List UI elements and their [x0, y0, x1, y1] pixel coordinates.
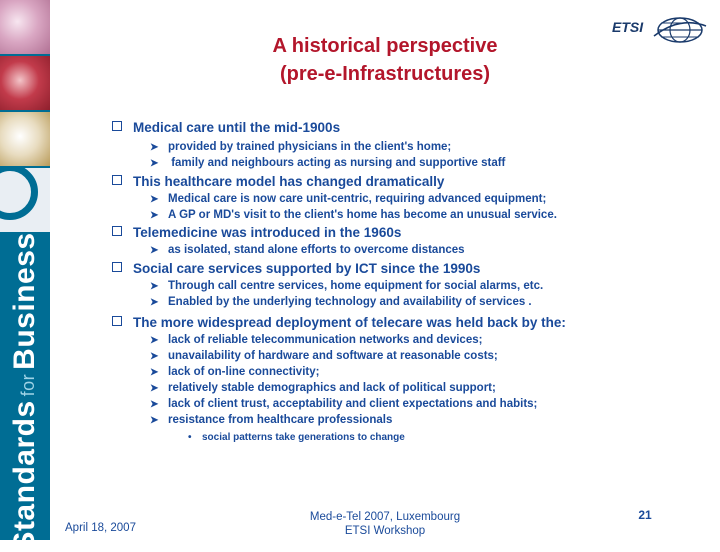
standards-for-business-text: StandardsforBusiness	[8, 232, 41, 552]
arrow-bullet-icon: ➤	[150, 158, 159, 169]
arrow-bullet-icon: ➤	[150, 367, 159, 378]
sub-bullet: ➤ lack of reliable telecommunication networks and devices;	[150, 334, 483, 346]
arrow-bullet-icon: ➤	[150, 351, 159, 362]
slide-title: A historical perspective	[272, 35, 498, 57]
bullet-heading: Medical care until the mid-1900s	[112, 120, 340, 135]
footer-event-line2: ETSI Workshop	[344, 525, 426, 537]
sub-bullet: ➤ as isolated, stand alone efforts to overcome distances	[150, 244, 465, 256]
sub-bullet: ➤ Through call centre services, home equipment for social alarms, etc.	[150, 280, 544, 292]
arrow-bullet-icon: ➤	[150, 281, 159, 292]
arrow-bullet-icon: ➤	[150, 142, 159, 153]
sub-bullet: ➤ A GP or MD's visit to the client's home has become an unusual service.	[150, 209, 557, 221]
decorative-image-tile	[0, 112, 50, 166]
sub-bullet: ➤ lack of on-line connectivity;	[150, 366, 320, 378]
decorative-image-tile	[0, 0, 50, 54]
decorative-arc-tile	[0, 168, 50, 232]
page-number: 21	[638, 508, 652, 522]
arrow-bullet-icon: ➤	[150, 245, 159, 256]
sidebar	[0, 0, 50, 552]
bullet-heading: Social care services supported by ICT since the 1990s	[112, 261, 480, 276]
arrow-bullet-icon: ➤	[150, 415, 159, 426]
checkbox-bullet-icon	[112, 316, 122, 326]
etsi-logo	[612, 14, 712, 46]
dot-bullet-icon: •	[188, 432, 192, 443]
etsi-logo-text: ETSI	[612, 19, 644, 35]
sub-bullet: ➤ unavailability of hardware and software at reasonable costs;	[150, 350, 498, 362]
sub-bullet: ➤ resistance from healthcare professionals	[150, 414, 393, 426]
arrow-bullet-icon: ➤	[150, 210, 159, 221]
arrow-bullet-icon: ➤	[150, 383, 159, 394]
bullet-heading: The more widespread deployment of telecare was held back by the:	[112, 315, 566, 330]
arrow-bullet-icon: ➤	[150, 335, 159, 346]
arrow-bullet-icon: ➤	[150, 297, 159, 308]
sub-bullet: ➤ relatively stable demographics and lack of political support;	[150, 382, 496, 394]
sub-bullet: ➤ lack of client trust, acceptability and client expectations and habits;	[150, 398, 538, 410]
slide-subtitle: (pre-e-Infrastructures)	[279, 63, 491, 85]
bullet-heading: This healthcare model has changed dramatically	[112, 174, 444, 189]
checkbox-bullet-icon	[112, 175, 122, 185]
arrow-bullet-icon: ➤	[150, 194, 159, 205]
checkbox-bullet-icon	[112, 121, 122, 131]
checkbox-bullet-icon	[112, 262, 122, 272]
footer-event-line1: Med-e-Tel 2007, Luxembourg	[309, 511, 461, 523]
checkbox-bullet-icon	[112, 226, 122, 236]
sub-bullet: ➤ Medical care is now care unit-centric, requiring advanced equipment;	[150, 193, 547, 205]
decorative-image-tile	[0, 56, 50, 110]
footer-event	[300, 510, 470, 538]
footer-date: April 18, 2007	[65, 522, 136, 534]
sub-sub-bullet: • social patterns take generations to change	[188, 432, 405, 443]
bullet-heading: Telemedicine was introduced in the 1960s	[112, 225, 401, 240]
sub-bullet: ➤ Enabled by the underlying technology and availability of services .	[150, 296, 532, 308]
sub-bullet: ➤ provided by trained physicians in the client's home;	[150, 141, 452, 153]
arrow-bullet-icon: ➤	[150, 399, 159, 410]
globe-icon	[650, 14, 710, 46]
sub-bullet: ➤ family and neighbours acting as nursing and supportive staff	[150, 157, 506, 169]
